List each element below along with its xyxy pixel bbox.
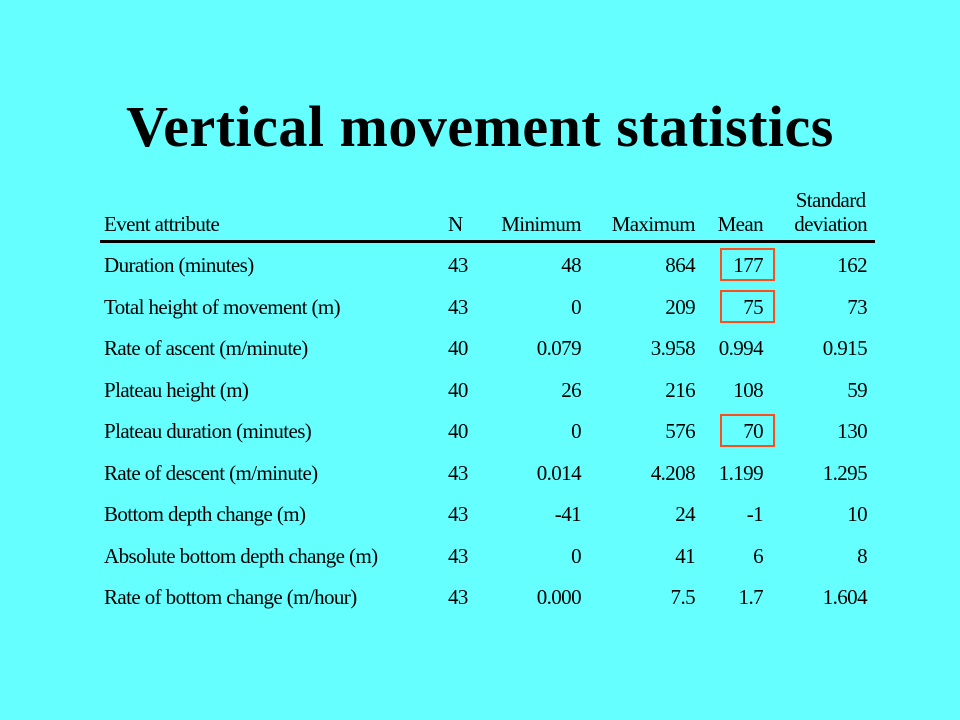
cell-n: 40 — [448, 377, 468, 402]
header-n: N — [448, 212, 463, 236]
table-row — [100, 451, 875, 493]
cell-standard-deviation: 130 — [837, 419, 867, 443]
table-header — [100, 180, 875, 243]
cell-standard-deviation: 1.295 — [822, 460, 867, 485]
table-row — [100, 409, 875, 451]
cell-n: 43 — [448, 585, 468, 609]
cell-event-attribute: Bottom depth change (m) — [104, 502, 306, 526]
header-sd-line1: Standard — [795, 188, 866, 212]
table-row — [100, 243, 875, 285]
header-standard-deviation — [794, 188, 867, 236]
table-row — [100, 285, 875, 327]
cell-standard-deviation: 10 — [847, 502, 867, 526]
cell-minimum: 0.000 — [536, 585, 581, 609]
header-mean: Mean — [717, 212, 763, 236]
cell-maximum: 576 — [665, 419, 695, 443]
cell-event-attribute: Rate of ascent (m/minute) — [104, 336, 308, 360]
cell-minimum: 0 — [571, 543, 581, 568]
cell-standard-deviation: 1.604 — [822, 585, 867, 609]
cell-maximum: 864 — [665, 253, 695, 277]
cell-mean: 6 — [753, 543, 763, 568]
cell-event-attribute: Rate of bottom change (m/hour) — [104, 585, 357, 609]
cell-mean: 108 — [733, 377, 763, 402]
cell-maximum: 24 — [675, 502, 695, 526]
statistics-table — [100, 180, 875, 617]
cell-mean: 0.994 — [718, 336, 763, 360]
cell-minimum: 0.014 — [536, 460, 581, 485]
slide-title: Vertical movement statistics — [126, 94, 834, 159]
cell-n: 40 — [448, 419, 468, 443]
header-maximum: Maximum — [611, 212, 695, 236]
header-sd-line2: deviation — [794, 212, 867, 236]
cell-minimum: 0.079 — [536, 336, 581, 360]
table-row — [100, 534, 875, 576]
cell-mean: 1.199 — [718, 460, 763, 485]
cell-event-attribute: Plateau duration (minutes) — [104, 419, 312, 443]
cell-event-attribute: Total height of movement (m) — [104, 294, 341, 319]
cell-event-attribute: Rate of descent (m/minute) — [104, 460, 318, 485]
cell-mean: 75 — [743, 294, 763, 319]
cell-mean: 177 — [733, 253, 763, 277]
table-row — [100, 575, 875, 617]
cell-event-attribute: Duration (minutes) — [104, 253, 254, 277]
cell-standard-deviation: 73 — [847, 294, 867, 319]
cell-n: 43 — [448, 543, 468, 568]
cell-n: 43 — [448, 502, 468, 526]
cell-maximum: 4.208 — [650, 460, 695, 485]
cell-maximum: 209 — [665, 294, 695, 319]
cell-mean: 70 — [743, 419, 763, 443]
cell-n: 43 — [448, 253, 468, 277]
cell-maximum: 41 — [675, 543, 695, 568]
cell-standard-deviation: 8 — [857, 543, 867, 568]
cell-mean: -1 — [746, 502, 763, 526]
mean-highlight-box — [720, 290, 775, 323]
cell-n: 40 — [448, 336, 468, 360]
cell-minimum: 26 — [561, 377, 581, 402]
cell-mean: 1.7 — [738, 585, 763, 609]
cell-event-attribute: Absolute bottom depth change (m) — [104, 543, 378, 568]
mean-highlight-box — [720, 248, 775, 281]
table-row — [100, 368, 875, 410]
table-row — [100, 492, 875, 534]
cell-minimum: 0 — [571, 419, 581, 443]
cell-standard-deviation: 0.915 — [822, 336, 867, 360]
cell-standard-deviation: 162 — [837, 253, 867, 277]
header-minimum: Minimum — [501, 212, 581, 236]
cell-standard-deviation: 59 — [847, 377, 867, 402]
cell-minimum: 0 — [571, 294, 581, 319]
table-row — [100, 326, 875, 368]
cell-minimum: 48 — [561, 253, 581, 277]
cell-maximum: 3.958 — [650, 336, 695, 360]
cell-minimum: -41 — [554, 502, 581, 526]
table-body — [100, 243, 875, 617]
cell-maximum: 216 — [665, 377, 695, 402]
cell-n: 43 — [448, 294, 468, 319]
mean-highlight-box — [720, 414, 775, 447]
header-event-attribute: Event attribute — [104, 212, 220, 236]
cell-maximum: 7.5 — [670, 585, 695, 609]
cell-n: 43 — [448, 460, 468, 485]
cell-event-attribute: Plateau height (m) — [104, 377, 249, 402]
